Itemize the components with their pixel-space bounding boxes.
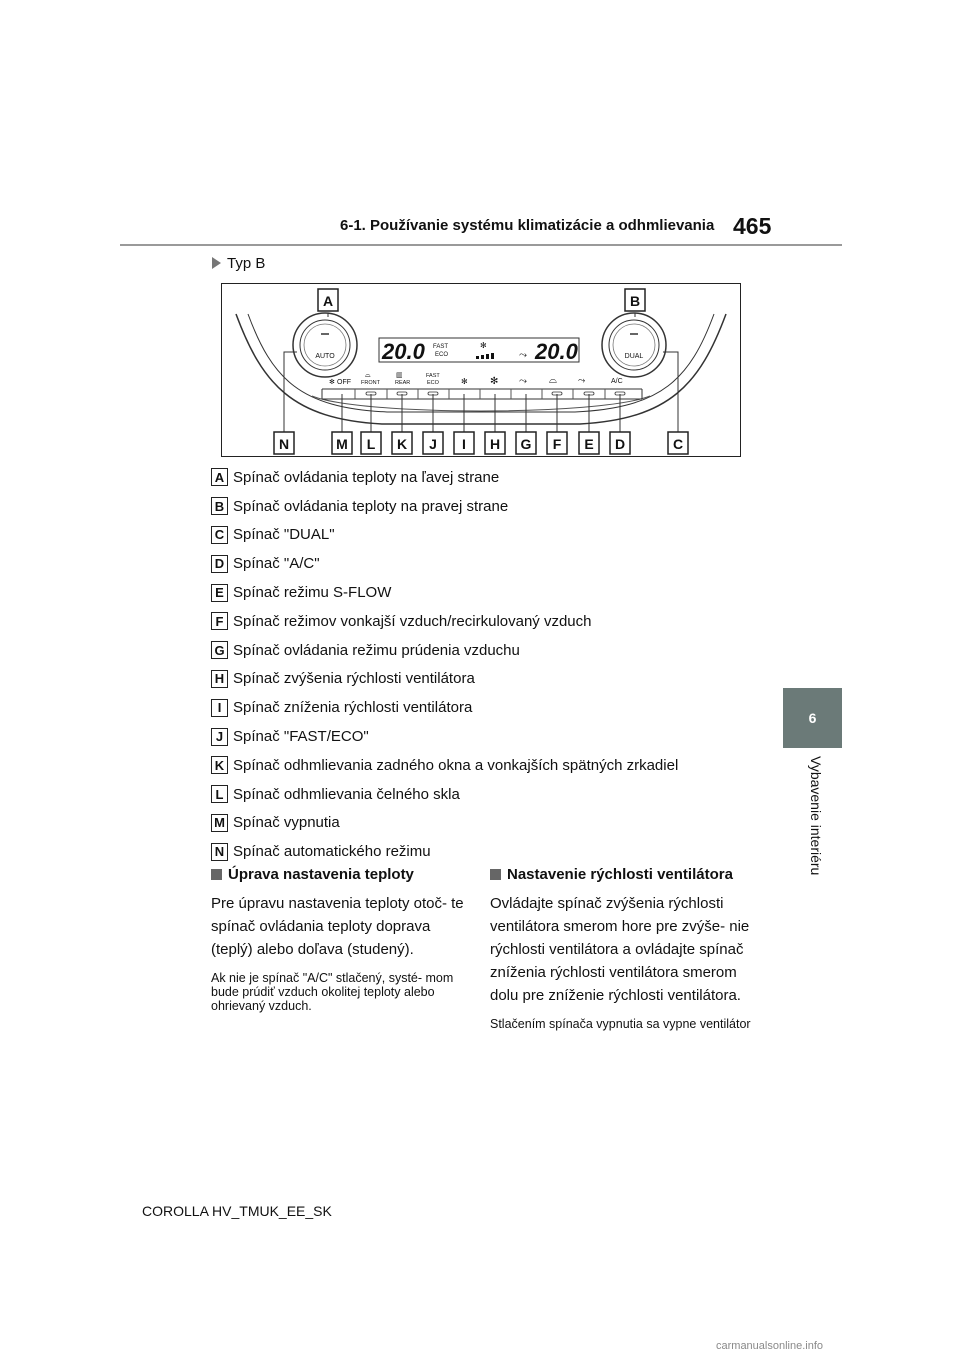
legend-text: Spínač ovládania teploty na ľavej strane	[233, 468, 500, 486]
right-temperature-knob	[602, 313, 666, 377]
fast-button-label: FAST	[426, 373, 440, 379]
svg-text:B: B	[629, 293, 641, 309]
callout-g	[516, 432, 536, 454]
callout-d	[610, 432, 630, 454]
type-label-text: Typ B	[227, 255, 266, 272]
legend-letter: J	[211, 728, 228, 746]
front-button-label: FRONT	[361, 380, 380, 386]
callout-e	[579, 432, 599, 454]
callout-i	[454, 432, 474, 454]
recirculation-icon: ⌓	[549, 375, 557, 386]
temperature-section	[211, 866, 473, 1013]
climate-display	[379, 338, 579, 364]
legend-text: Spínač zníženia rýchlosti ventilátora	[233, 699, 473, 717]
legend-text: Spínač odhmlievania zadného okna a vonkajších spätných zrkadiel	[233, 756, 679, 774]
temperature-section-body: Pre úpravu nastavenia teploty otoč- te spínač ovládania teploty doprava (teplý) alebo doľava (studený).	[211, 895, 464, 958]
legend-letter: G	[211, 641, 228, 659]
legend-text: Spínač ovládania teploty na pravej strane	[233, 497, 509, 515]
header-section-title: 6-1. Používanie systému klimatizácie a odhmlievania	[340, 217, 715, 234]
heading-text: Nastavenie rýchlosti ventilátora	[507, 866, 733, 883]
svg-text:I: I	[462, 436, 466, 452]
airflow-mode-icon: ⤳	[519, 376, 527, 387]
type-label	[212, 255, 265, 272]
legend-letter: N	[211, 843, 228, 861]
temperature-section-note: Ak nie je spínač "A/C" stlačený, systé- mom bude prúdiť vzduch okolitej teploty alebo ohrievaný vzduch.	[211, 971, 454, 1013]
legend-letter: K	[211, 756, 228, 774]
legend-item-f	[211, 607, 678, 636]
legend-item-b	[211, 492, 678, 521]
callout-c	[668, 432, 688, 454]
callout-h	[485, 432, 505, 454]
fan-off-icon: ✻	[329, 379, 335, 386]
fan-up-icon: ✻	[490, 376, 499, 387]
auto-button-label: AUTO	[315, 353, 335, 360]
legend-text: Spínač režimov vonkajší vzduch/recirkulovaný vzduch	[233, 612, 592, 630]
legend-text: Spínač vypnutia	[233, 814, 340, 832]
callout-l	[361, 432, 381, 454]
legend-text: Spínač zvýšenia rýchlosti ventilátora	[233, 670, 475, 688]
legend-item-i	[211, 693, 678, 722]
legend-text: Spínač režimu S-FLOW	[233, 584, 392, 602]
svg-text:H: H	[489, 436, 501, 452]
legend-letter: D	[211, 555, 228, 573]
legend-letter: B	[211, 497, 228, 515]
triangle-arrow-icon	[212, 257, 221, 269]
legend-letter: A	[211, 468, 228, 486]
legend-letter: E	[211, 584, 228, 602]
svg-text:J: J	[429, 436, 437, 452]
footer-model: COROLLA HV_TMUK_EE_SK	[142, 1203, 332, 1219]
legend-letter: F	[211, 612, 228, 630]
svg-text:F: F	[552, 436, 562, 452]
svg-text:G: G	[520, 436, 532, 452]
fan-speed-section-note: Stlačením spínača vypnutia sa vypne ventilátor	[490, 1017, 751, 1031]
legend-text: Spínač automatického režimu	[233, 843, 431, 861]
legend-letter: I	[211, 699, 228, 717]
chapter-tab[interactable]: 6	[783, 688, 842, 748]
legend-item-l	[211, 780, 678, 809]
legend-item-e	[211, 578, 678, 607]
climate-panel-figure	[221, 283, 741, 457]
legend-letter: C	[211, 526, 228, 544]
legend-letter: L	[211, 785, 228, 803]
ac-button-label: A/C	[611, 378, 623, 385]
fan-speed-section-heading	[490, 866, 752, 883]
callout-j	[423, 432, 443, 454]
display-fan-icon: ✻	[480, 341, 487, 350]
off-button-label: OFF	[337, 379, 351, 386]
legend-item-k	[211, 751, 678, 780]
button-label-row	[329, 372, 623, 387]
s-flow-icon: ⤳	[578, 375, 586, 385]
legend-text: Spínač "A/C"	[233, 555, 320, 573]
legend-item-a	[211, 463, 678, 492]
legend-text: Spínač "DUAL"	[233, 526, 335, 544]
rear-button-label: REAR	[395, 380, 411, 386]
svg-text:N: N	[278, 436, 290, 452]
legend-letter: M	[211, 814, 228, 832]
callout-m	[332, 432, 352, 454]
callout-k	[392, 432, 412, 454]
svg-text:D: D	[614, 436, 626, 452]
square-bullet-icon	[211, 869, 222, 880]
legend-letter: H	[211, 670, 228, 688]
legend-item-d	[211, 549, 678, 578]
left-temperature-knob	[293, 313, 357, 377]
fan-down-icon: ✻	[461, 377, 468, 386]
legend-item-m	[211, 809, 678, 838]
legend-text: Spínač "FAST/ECO"	[233, 728, 369, 746]
svg-text:L: L	[366, 436, 376, 452]
page-number: 465	[733, 213, 772, 239]
legend-text: Spínač odhmlievania čelného skla	[233, 785, 460, 803]
svg-text:E: E	[584, 436, 594, 452]
windshield-defog-icon: ⌓	[365, 372, 371, 379]
svg-text:K: K	[396, 436, 408, 452]
rear-defog-icon: ▥	[396, 372, 403, 379]
fan-speed-section-body: Ovládajte spínač zvýšenia rýchlosti ventilátora smerom hore pre zvýše- nie rýchlosti ventilátora a ovládajte spínač zníženia rýchlosti ventilátora smerom dolu pre zníženie rýchlosti ventilátora.	[490, 895, 750, 1004]
eco-button-label: ECO	[427, 380, 439, 386]
button-bar	[322, 389, 642, 399]
fan-level-bars	[476, 353, 494, 359]
display-airflow-icon: ⤳	[519, 350, 527, 361]
dash-bottom-curve	[312, 396, 650, 411]
svg-text:M: M	[336, 436, 348, 452]
legend-text: Spínač ovládania režimu prúdenia vzduchu	[233, 641, 520, 659]
display-temp-left: 20.0	[382, 339, 425, 364]
svg-text:C: C	[672, 436, 684, 452]
callout-n	[274, 432, 294, 454]
svg-text:A: A	[322, 293, 334, 309]
legend-item-g	[211, 636, 678, 665]
heading-text: Úprava nastavenia teploty	[228, 866, 414, 883]
legend-item-j	[211, 722, 678, 751]
legend-item-h	[211, 665, 678, 694]
watermark: carmanualsonline.info	[716, 1340, 824, 1352]
legend-item-c	[211, 521, 678, 550]
square-bullet-icon	[490, 869, 501, 880]
legend-list	[211, 463, 678, 866]
display-fast: FAST	[433, 344, 449, 350]
fan-speed-section	[490, 866, 752, 1031]
display-eco: ECO	[435, 352, 449, 358]
temperature-section-heading	[211, 866, 473, 883]
chapter-label: Vybavenie interiéru	[808, 756, 824, 876]
legend-item-n	[211, 837, 678, 866]
display-temp-right: 20.0	[535, 339, 578, 364]
dual-button-label: DUAL	[624, 353, 644, 360]
header-rule	[120, 244, 842, 246]
callout-f	[547, 432, 567, 454]
